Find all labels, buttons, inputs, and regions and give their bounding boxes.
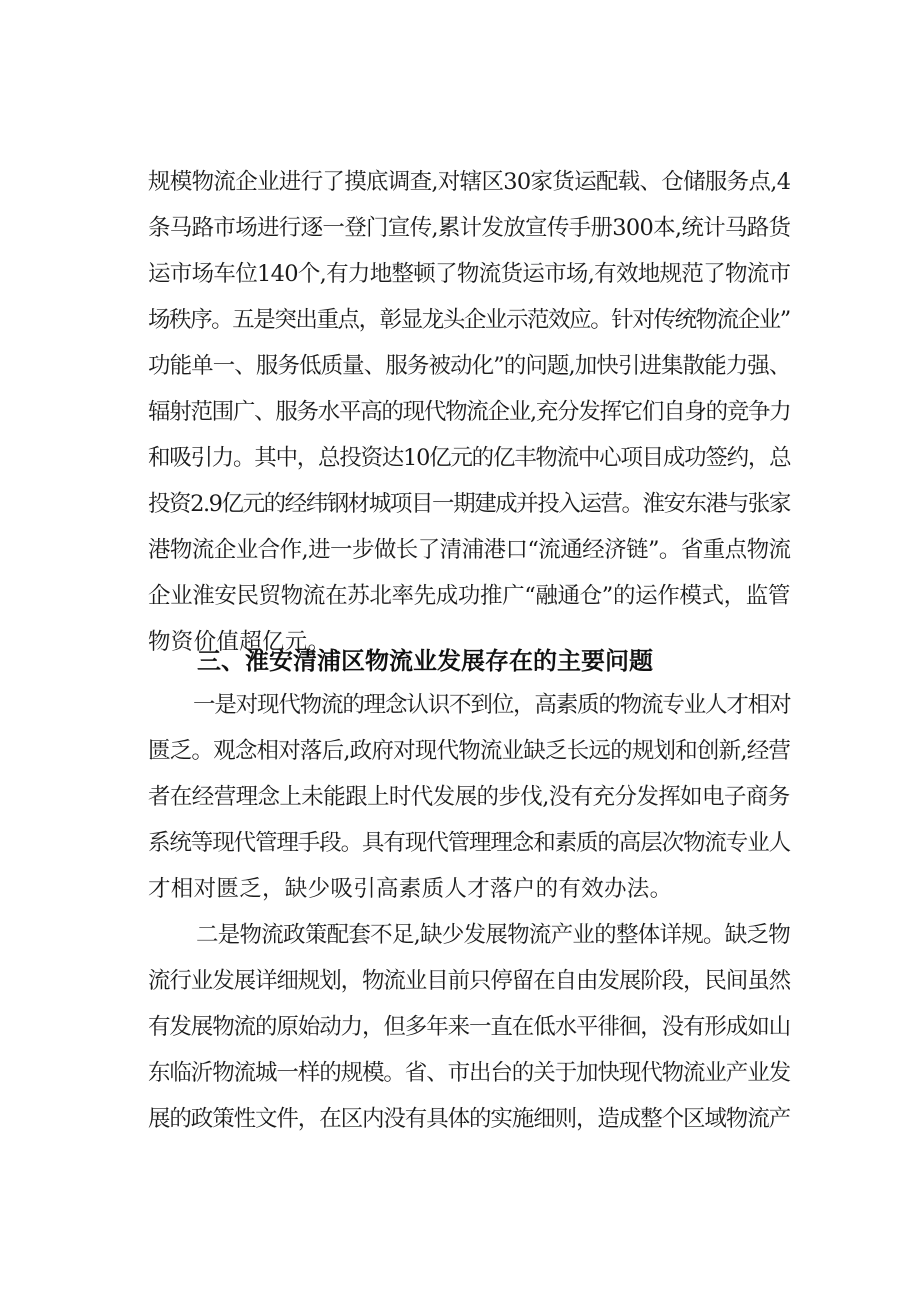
- text-line: 一是对现代物流的理念认识不到位，高素质的物流专业人才相对: [193, 692, 791, 718]
- text-line: 展的政策性文件，在区内没有具体的实施细则，造成整个区域物流产: [148, 1106, 791, 1132]
- text-line: 匮乏。观念相对落后,政府对现代物流业缺乏长远的规划和创新,经营: [148, 738, 791, 764]
- text-line: 企业淮安民贸物流在苏北率先成功推广“融通仓”的运作模式，监管: [148, 583, 791, 609]
- text-line: 功能单一、服务低质量、服务被动化”的问题,加快引进集散能力强、: [148, 353, 791, 379]
- text-line: 二是物流政策配套不足,缺少发展物流产业的整体详规。缺乏物: [196, 922, 791, 948]
- text-line: 规模物流企业进行了摸底调查,对辖区30家货运配载、仓储服务点,4: [148, 169, 791, 195]
- text-line: 有发展物流的原始动力，但多年来一直在低水平徘徊，没有形成如山: [148, 1014, 791, 1040]
- text-line: 物资价值超亿元。: [148, 629, 331, 655]
- text-line: 投资2.9亿元的经纬钢材城项目一期建成并投入运营。淮安东港与张家: [148, 491, 790, 517]
- text-line: 流行业发展详细规划，物流业目前只停留在自由发展阶段，民间虽然: [148, 968, 791, 994]
- section-heading: 三、淮安清浦区物流业发展存在的主要问题: [197, 647, 653, 675]
- text-line: 和吸引力。其中，总投资达10亿元的亿丰物流中心项目成功签约，总: [148, 445, 791, 471]
- text-line: 系统等现代管理手段。具有现代管理理念和素质的高层次物流专业人: [148, 830, 791, 856]
- text-line: 东临沂物流城一样的规模。省、市出台的关于加快现代物流业产业发: [148, 1060, 791, 1086]
- text-line: 辐射范围广、服务水平高的现代物流企业,充分发挥它们自身的竞争力: [148, 399, 791, 425]
- text-line: 港物流企业合作,进一步做长了清浦港口“流通经济链”。省重点物流: [148, 537, 791, 563]
- text-line: 者在经营理念上未能跟上时代发展的步伐,没有充分发挥如电子商务: [148, 784, 790, 810]
- text-line: 条马路市场进行逐一登门宣传,累计发放宣传手册300本,统计马路货: [148, 215, 791, 241]
- text-line: 场秩序。五是突出重点，彰显龙头企业示范效应。针对传统物流企业”: [148, 307, 790, 333]
- text-line: 才相对匮乏，缺少吸引高素质人才落户的有效办法。: [148, 876, 673, 902]
- text-line: 运市场车位140个,有力地整顿了物流货运市场,有效地规范了物流市: [148, 261, 791, 287]
